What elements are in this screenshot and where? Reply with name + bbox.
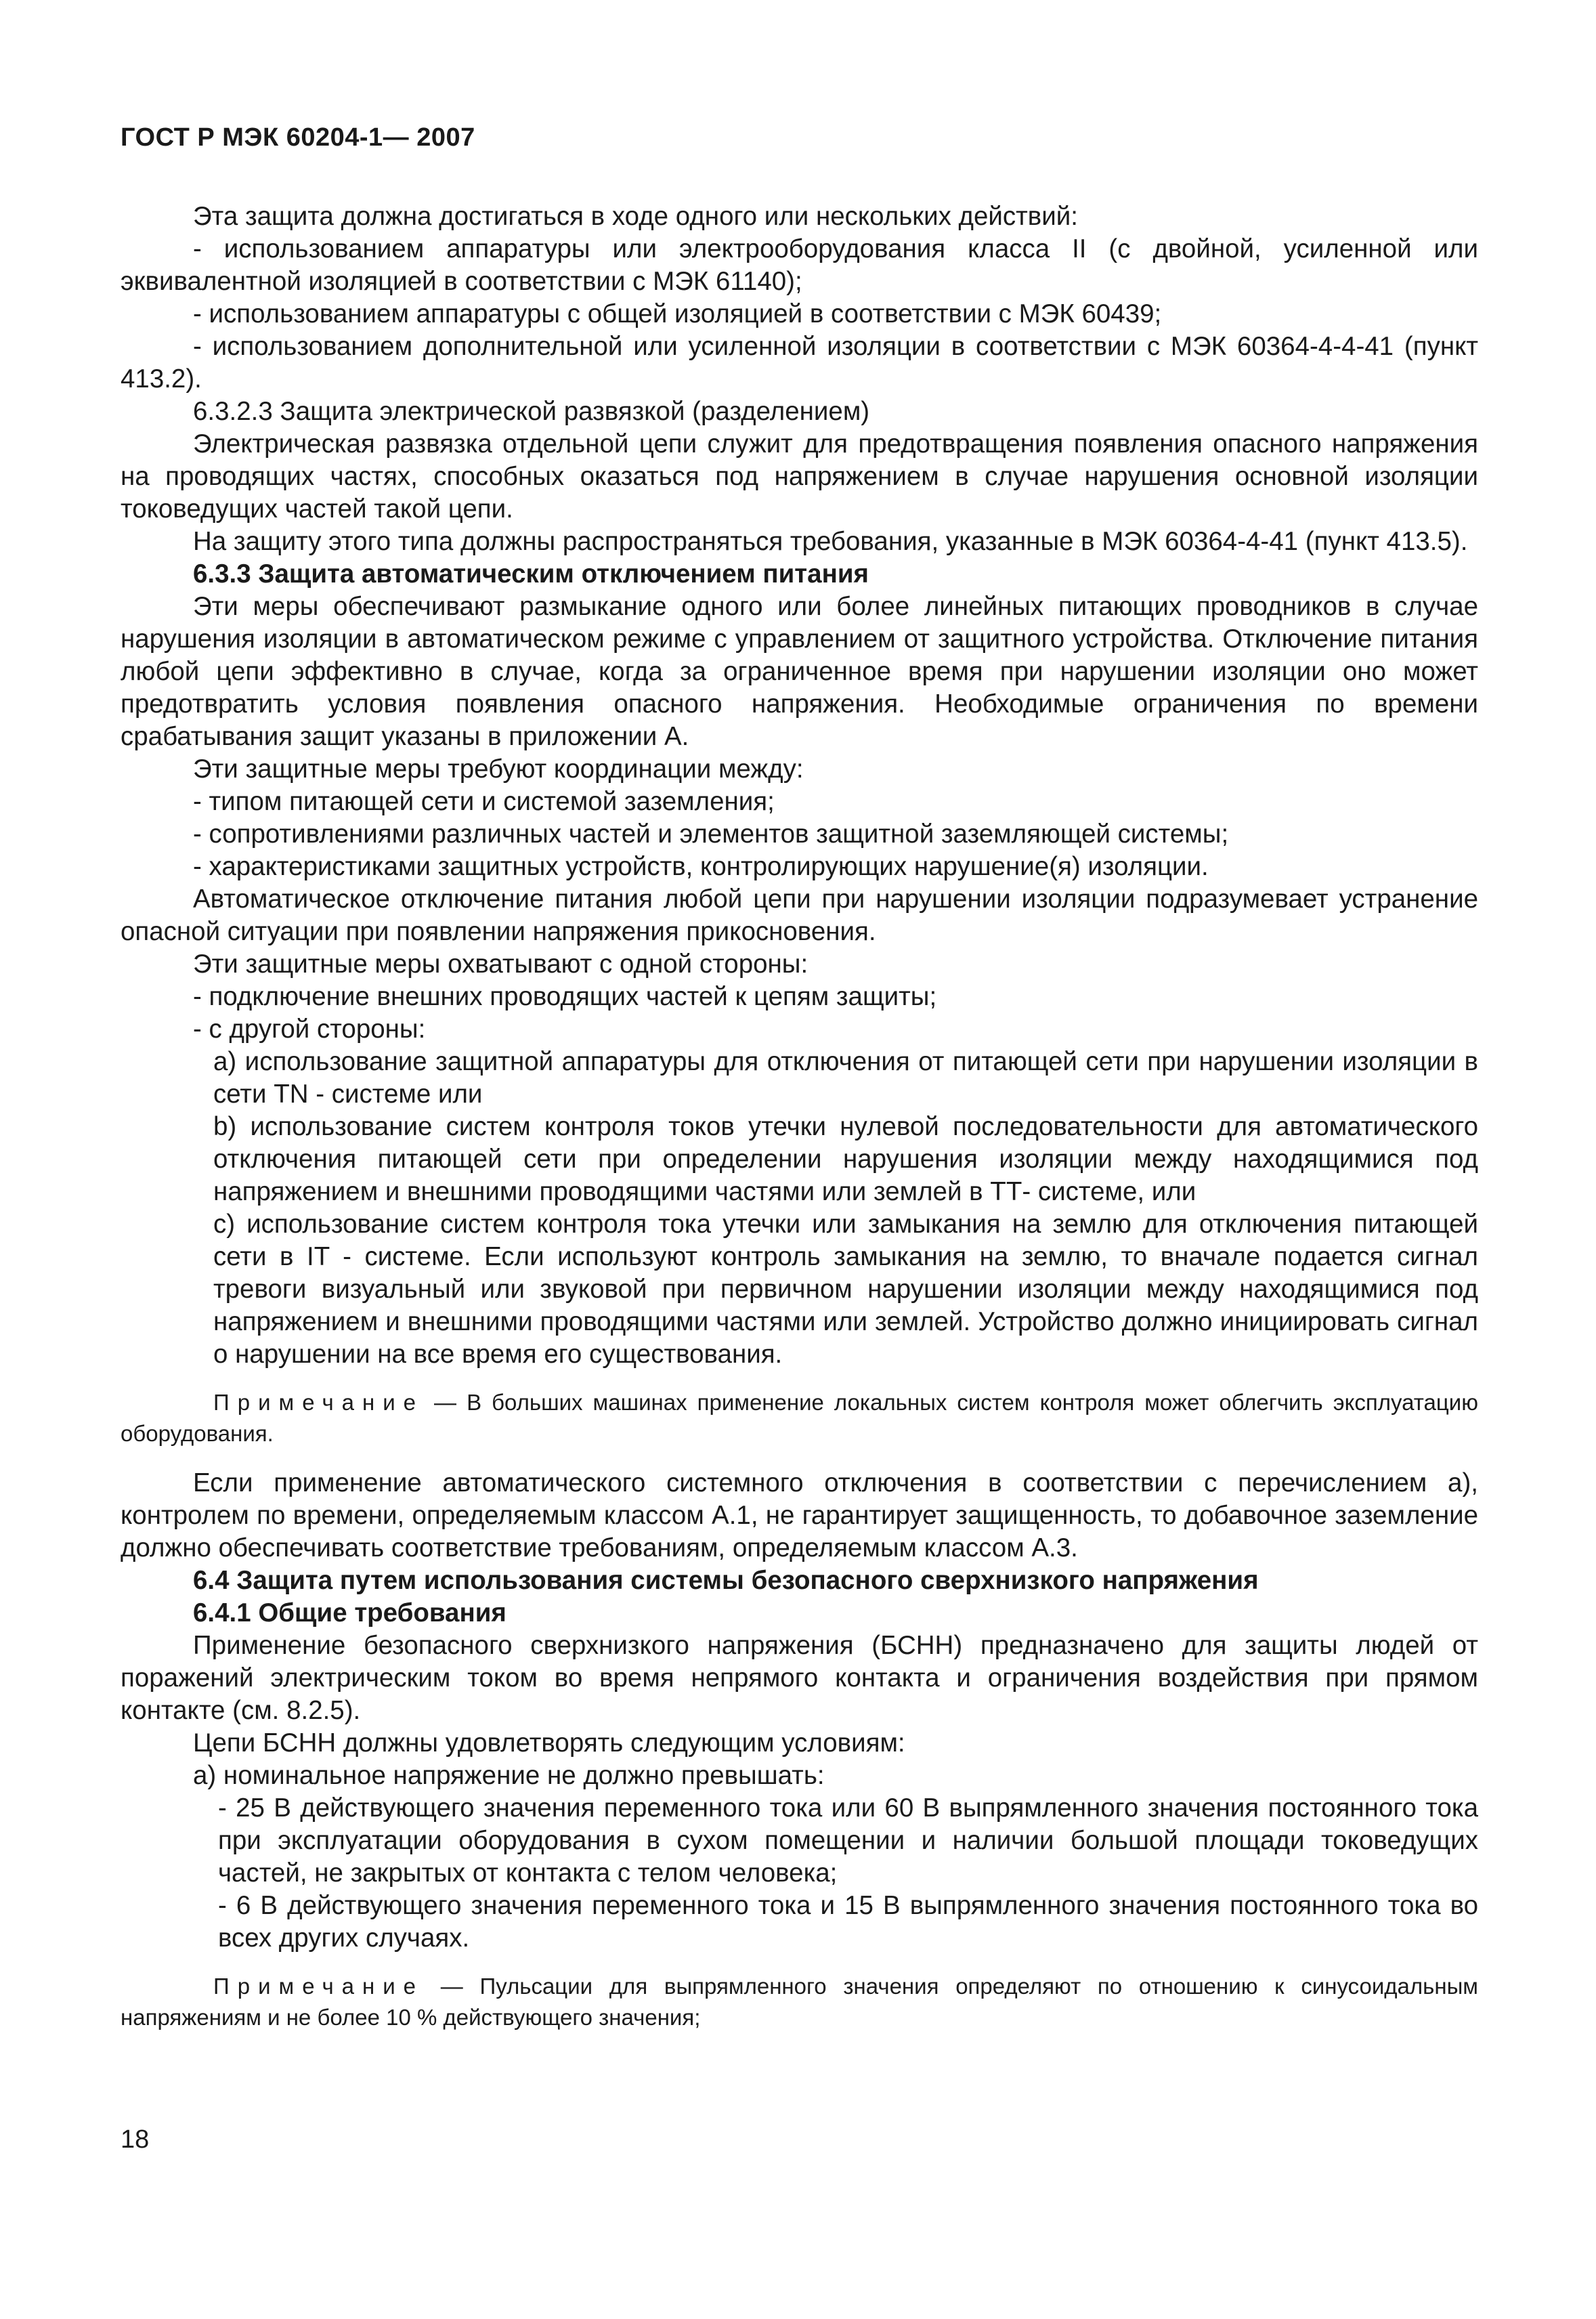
note-label: Примечание xyxy=(213,1390,425,1415)
list-item: - типом питающей сети и системой заземления; xyxy=(193,787,775,816)
paragraph: Эти защитные меры охватывают с одной стороны: xyxy=(193,950,808,979)
list-item: - сопротивлениями различных частей и элементов защитной заземляющей системы; xyxy=(193,820,1229,849)
note xyxy=(121,1387,1478,1449)
list-item: - использованием аппаратуры или электрооборудования класса II (с двойной, усиленной или эквивалентной изоляцией в соответствии с МЭК 61140); xyxy=(121,234,1478,296)
list-item: - с другой стороны: xyxy=(193,1015,426,1044)
note-text: — Пульсации для выпрямленного значения определяют по отношению к синусоидальным напряжениям и не более 10 % действующего значения; xyxy=(121,1974,1478,2030)
document-header: ГОСТ Р МЭК 60204-1— 2007 xyxy=(121,123,475,152)
subsection-title: 6.3.2.3 Защита электрической развязкой (разделением) xyxy=(193,397,870,426)
list-item: - использованием аппаратуры с общей изоляцией в соответствии с МЭК 60439; xyxy=(193,299,1162,328)
paragraph: Если применение автоматического системного отключения в соответствии с перечислением а), контролем по времени, определяемым классом А.1, не гарантирует защищенность, то добавочное заземление должно обеспечивать соответствие требованиям, определяемым классом А.3. xyxy=(121,1468,1478,1562)
paragraph: Электрическая развязка отдельной цепи служит для предотвращения появления опасного напряжения на проводящих частях, способных оказаться под напряжением в случае нарушения основной изоляции токоведущих частей такой цепи. xyxy=(121,429,1478,524)
paragraph: Эти защитные меры требуют координации между: xyxy=(193,754,804,784)
list-item: а) номинальное напряжение не должно превышать: xyxy=(193,1761,825,1790)
paragraph: На защиту этого типа должны распространяться требования, указанные в МЭК 60364-4-41 (пункт 413.5). xyxy=(193,527,1468,556)
section-heading: 6.4.1 Общие требования xyxy=(193,1598,506,1627)
section-heading: 6.3.3 Защита автоматическим отключением питания xyxy=(193,559,869,589)
list-item: - 25 В действующего значения переменного тока или 60 В выпрямленного значения постоянного тока при эксплуатации оборудования в сухом помещении и наличии большой площади токоведущих частей, не закрытых от контакта с телом человека; xyxy=(218,1793,1478,1888)
paragraph: Цепи БСНН должны удовлетворять следующим условиям: xyxy=(193,1728,905,1758)
list-item: - характеристиками защитных устройств, контролирующих нарушение(я) изоляции. xyxy=(193,852,1209,881)
list-item: - 6 В действующего значения переменного тока и 15 В выпрямленного значения постоянного тока во всех других случаях. xyxy=(218,1891,1478,1953)
list-item: - использованием дополнительной или усиленной изоляции в соответствии с МЭК 60364-4-4-41 (пункт 413.2). xyxy=(121,332,1478,393)
page-number: 18 xyxy=(121,2125,150,2154)
section-heading: 6.4 Защита путем использования системы безопасного сверхнизкого напряжения xyxy=(193,1566,1259,1595)
document-body xyxy=(121,200,1478,2051)
list-item: a) использование защитной аппаратуры для отключения от питающей сети при нарушении изоляции в сети TN - системе или xyxy=(213,1047,1478,1109)
note-label: Примечание xyxy=(213,1974,425,1999)
paragraph: Автоматическое отключение питания любой цепи при нарушении изоляции подразумевает устранение опасной ситуации при появлении напряжения прикосновения. xyxy=(121,885,1478,946)
note-text: — В больших машинах применение локальных систем контроля может облегчить эксплуатацию оборудования. xyxy=(121,1390,1478,1446)
note xyxy=(121,1971,1478,2033)
paragraph: Эта защита должна достигаться в ходе одного или нескольких действий: xyxy=(193,202,1078,231)
list-item: c) использование систем контроля тока утечки или замыкания на землю для отключения питающей сети в IT - системе. Если используют контроль замыкания на землю, то вначале подается сигнал тревоги визуальный или звуковой при первичном нарушении изоляции между находящимися под напряжением и внешними проводящими частями или землей. Устройство должно инициировать сигнал о нарушении на все время его существования. xyxy=(213,1210,1478,1369)
paragraph: Эти меры обеспечивают размыкание одного или более линейных питающих проводников в случае нарушения изоляции в автоматическом режиме с управлением от защитного устройства. Отключение питания любой цепи эффективно в случае, когда за ограниченное время при нарушении изоляции оно может предотвратить условия появления опасного напряжения. Необходимые ограничения по времени срабатывания защит указаны в приложении А. xyxy=(121,592,1478,751)
list-item: - подключение внешних проводящих частей к цепям защиты; xyxy=(193,982,937,1011)
paragraph: Применение безопасного сверхнизкого напряжения (БСНН) предназначено для защиты людей от поражений электрическим током во время непрямого контакта и ограничения воздействия при прямом контакте (см. 8.2.5). xyxy=(121,1631,1478,1725)
list-item: b) использование систем контроля токов утечки нулевой последовательности для автоматического отключения питающей сети при определении нарушения изоляции между находящимися под напряжением и внешними проводящими частями или землей в ТТ- системе, или xyxy=(213,1112,1478,1206)
